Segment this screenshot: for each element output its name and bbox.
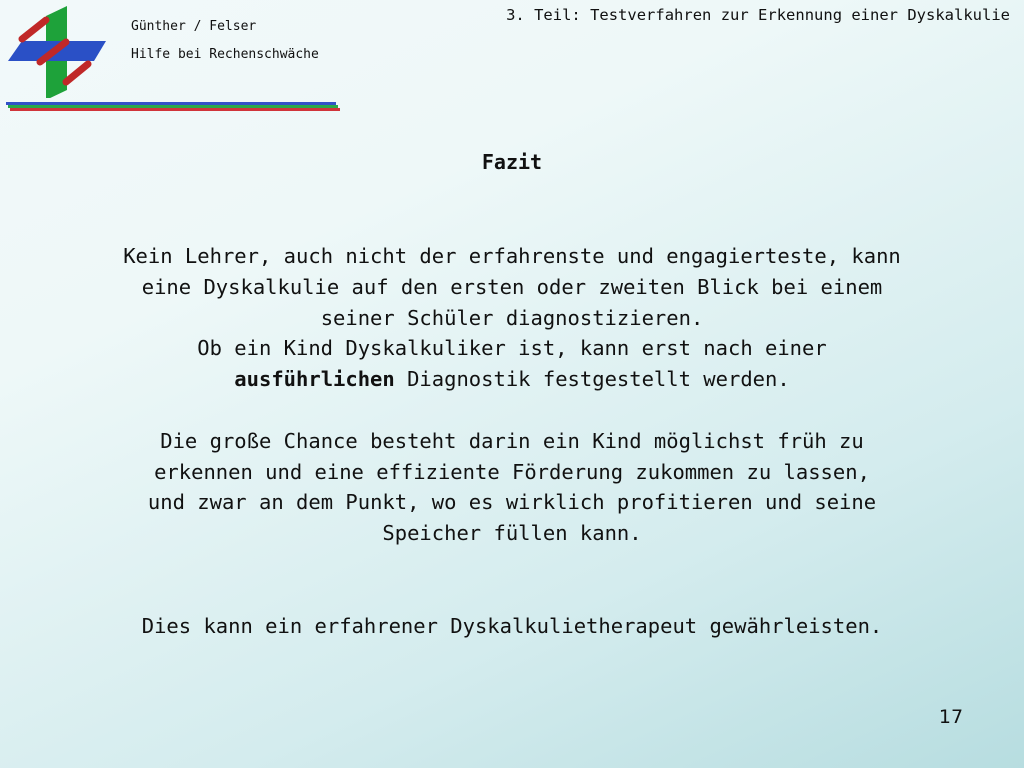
emphasis-word: ausführlichen [234,367,395,392]
body-line: Kein Lehrer, auch nicht der erfahrenste und engagierteste, kann [123,244,901,268]
body-line: eine Dyskalkulie auf den ersten oder zweiten Blick bei einem [141,274,883,299]
page-number: 17 [938,706,964,728]
chapter-heading: 3. Teil: Testverfahren zur Erkennung einer Dyskalkulie [506,6,1010,24]
body-line: Ob ein Kind Dyskalkuliker ist, kann erst nach einer [197,336,827,361]
paragraph-gap [40,395,984,426]
slide-title: Fazit [481,150,543,174]
logo-red-link-bottom [66,64,88,82]
paragraph2-line: Die große Chance besteht darin ein Kind möglichst früh zu [160,428,864,453]
author-names: Günther / Felser [131,19,257,34]
header-subtitle: Hilfe bei Rechenschwäche [131,47,319,62]
paragraph2-line: erkennen und eine effiziente Förderung zukommen zu lassen, [154,459,870,484]
body-line: seiner Schüler diagnostizieren. [320,305,704,330]
body-line-rest: Diagnostik festgestellt werden. [394,367,790,392]
paragraph2-line: Speicher füllen kann. [382,521,642,546]
header-rule-red [10,108,340,111]
body-line-emphasis [40,364,984,395]
header-rule-green [8,105,338,108]
header-rule-blue [6,102,336,105]
closing-line: Dies kann ein erfahrener Dyskalkulietherapeut gewährleisten. [141,613,883,638]
cross-logo-icon [4,4,106,98]
logo-red-link-top [22,20,46,39]
slide-body [40,241,984,641]
paragraph2-line: und zwar an dem Punkt, wo es wirklich profitieren und seine [147,490,877,515]
paragraph-gap [40,549,984,611]
header-rule [6,102,340,111]
